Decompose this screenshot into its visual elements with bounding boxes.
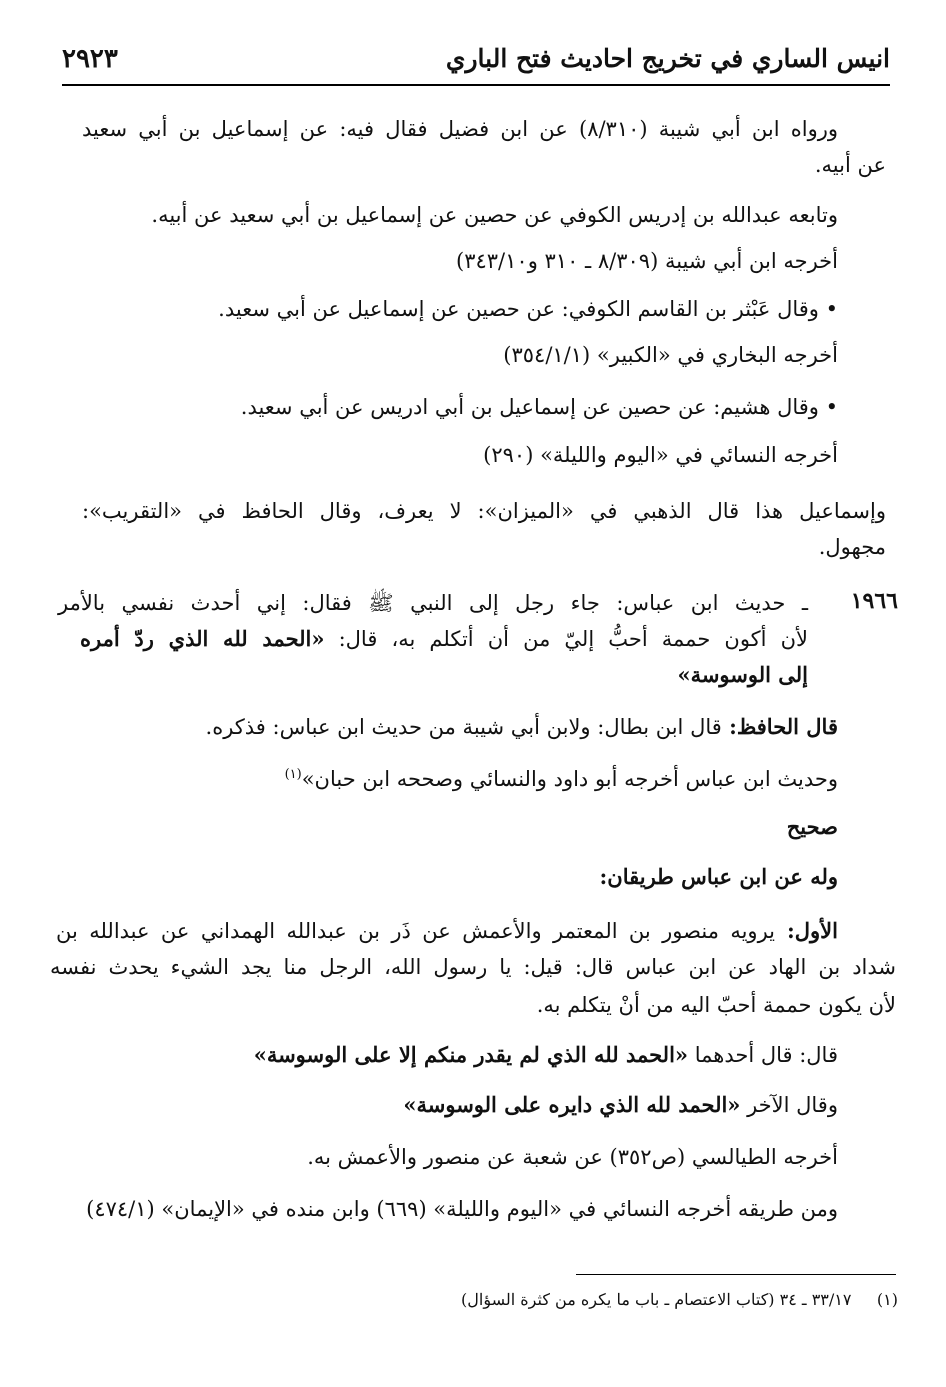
text-line [80,624,808,654]
text-run: أخرجه النسائي في «اليوم والليلة» (٢٩٠) [483,443,838,467]
text-run: وقال الآخر [740,1093,838,1117]
text-line [483,440,838,470]
text-run: وإسماعيل هذا قال الذهبي في «الميزان»: لا يعرف، وقال الحافظ في «التقريب»: [82,499,886,523]
text-run: أخرجه ابن أبي شيبة (٨/٣٠٩ ـ ٣١٠ و٣٤٣/١٠) [456,249,838,273]
text-run: وله عن ابن عباس طريقان: [599,864,838,889]
text-run: قال ابن بطال: ولابن أبي شيبة من حديث ابن عباس: فذكره. [205,715,722,739]
text-line [82,496,886,526]
text-run: شداد بن الهاد عن ابن عباس قال: قيل: يا رسول الله، الرجل منا يجد الشيء يحدث نفسه [50,955,896,979]
text-run: أخرجه البخاري في «الكبير» (٣٥٤/١/١) [503,343,838,367]
text-line [456,246,838,276]
text-line [307,1142,838,1172]
text-line [787,812,838,842]
text-line [819,532,886,562]
text-line [50,952,896,982]
text-run: إلى الوسوسة» [677,662,808,687]
footnote [461,1290,898,1309]
footnote-rule [576,1274,896,1275]
text-run: صحيح [786,814,838,839]
text-run: ورواه ابن أبي شيبة (٨/٣١٠) عن ابن فضيل فقال فيه: عن إسماعيل بن أبي سعيد [82,117,838,141]
text-run: وتابعه عبدالله بن إدريس الكوفي عن حصين عن إسماعيل بن أبي سعيد عن أبيه. [151,203,838,227]
text-line [600,862,838,892]
text-run: «الحمد لله الذي لم يقدر منكم إلا على الوسوسة» [253,1042,689,1067]
text-line [218,294,838,324]
page-number: ٢٩٢٣ [62,44,118,74]
text-run: قال الحافظ: [721,714,838,739]
text-line [58,588,808,618]
text-run: «الحمد لله الذي ردّ أمره [80,626,325,651]
text-run: وحديث ابن عباس أخرجه أبو داود والنسائي وصححه ابن حبان» [301,767,838,791]
text-line [241,392,838,422]
text-run: «الحمد لله الذي دايره على الوسوسة» [403,1092,741,1117]
text-line [151,200,838,230]
text-run: يرويه منصور بن المعتمر والأعمش عن ذَر بن عبدالله الهمداني عن عبدالله بن [56,919,775,943]
text-line [285,760,838,794]
text-run: عن أبيه. [814,153,886,177]
text-line [503,340,838,370]
text-run: • وقال عَبْثر بن القاسم الكوفي: عن حصين عن إسماعيل عن أبي سعيد. [218,297,838,321]
footnote-marker: (١) [876,1290,898,1309]
text-run: لأن يكون حممة أحبّ اليه من أنْ يتكلم به. [536,993,896,1017]
text-run: أخرجه الطيالسي (ص٣٥٢) عن شعبة عن منصور والأعمش به. [307,1145,838,1169]
footnote-reference: (١) [284,767,302,782]
text-line [56,916,838,946]
text-run: ـ حديث ابن عباس: جاء رجل إلى النبي ﷺ فقال: إني أحدث نفسي بالأمر [58,591,809,615]
running-header [62,40,890,80]
text-run: ومن طريقه أخرجه النسائي في «اليوم والليلة» (٦٦٩) وابن منده في «الإيمان» (٤٧٤/١) [86,1197,838,1221]
footnote-text: ٣٣/١٧ ـ ٣٤ (كتاب الاعتصام ـ باب ما يكره من كثرة السؤال) [461,1290,852,1309]
text-run: لأن أكون حممة أحبُّ إليّ من أن أتكلم به، قال: [324,627,808,651]
text-line [254,1040,838,1070]
text-run: الأول: [775,918,838,943]
text-line [403,1090,838,1120]
text-run: قال: قال أحدهما [688,1043,838,1067]
text-line [537,990,896,1020]
text-line [815,150,886,180]
text-run: مجهول. [818,535,886,559]
text-line [677,660,808,690]
text-run: • وقال هشيم: عن حصين عن إسماعيل بن أبي ادريس عن أبي سعيد. [240,395,838,419]
text-line [82,114,838,144]
hadith-number: ١٩٦٦ [850,588,898,614]
text-line [206,712,838,742]
text-line [86,1194,838,1224]
header-rule [62,84,890,86]
book-title: انيس الساري في تخريج احاديث فتح الباري [445,44,890,73]
